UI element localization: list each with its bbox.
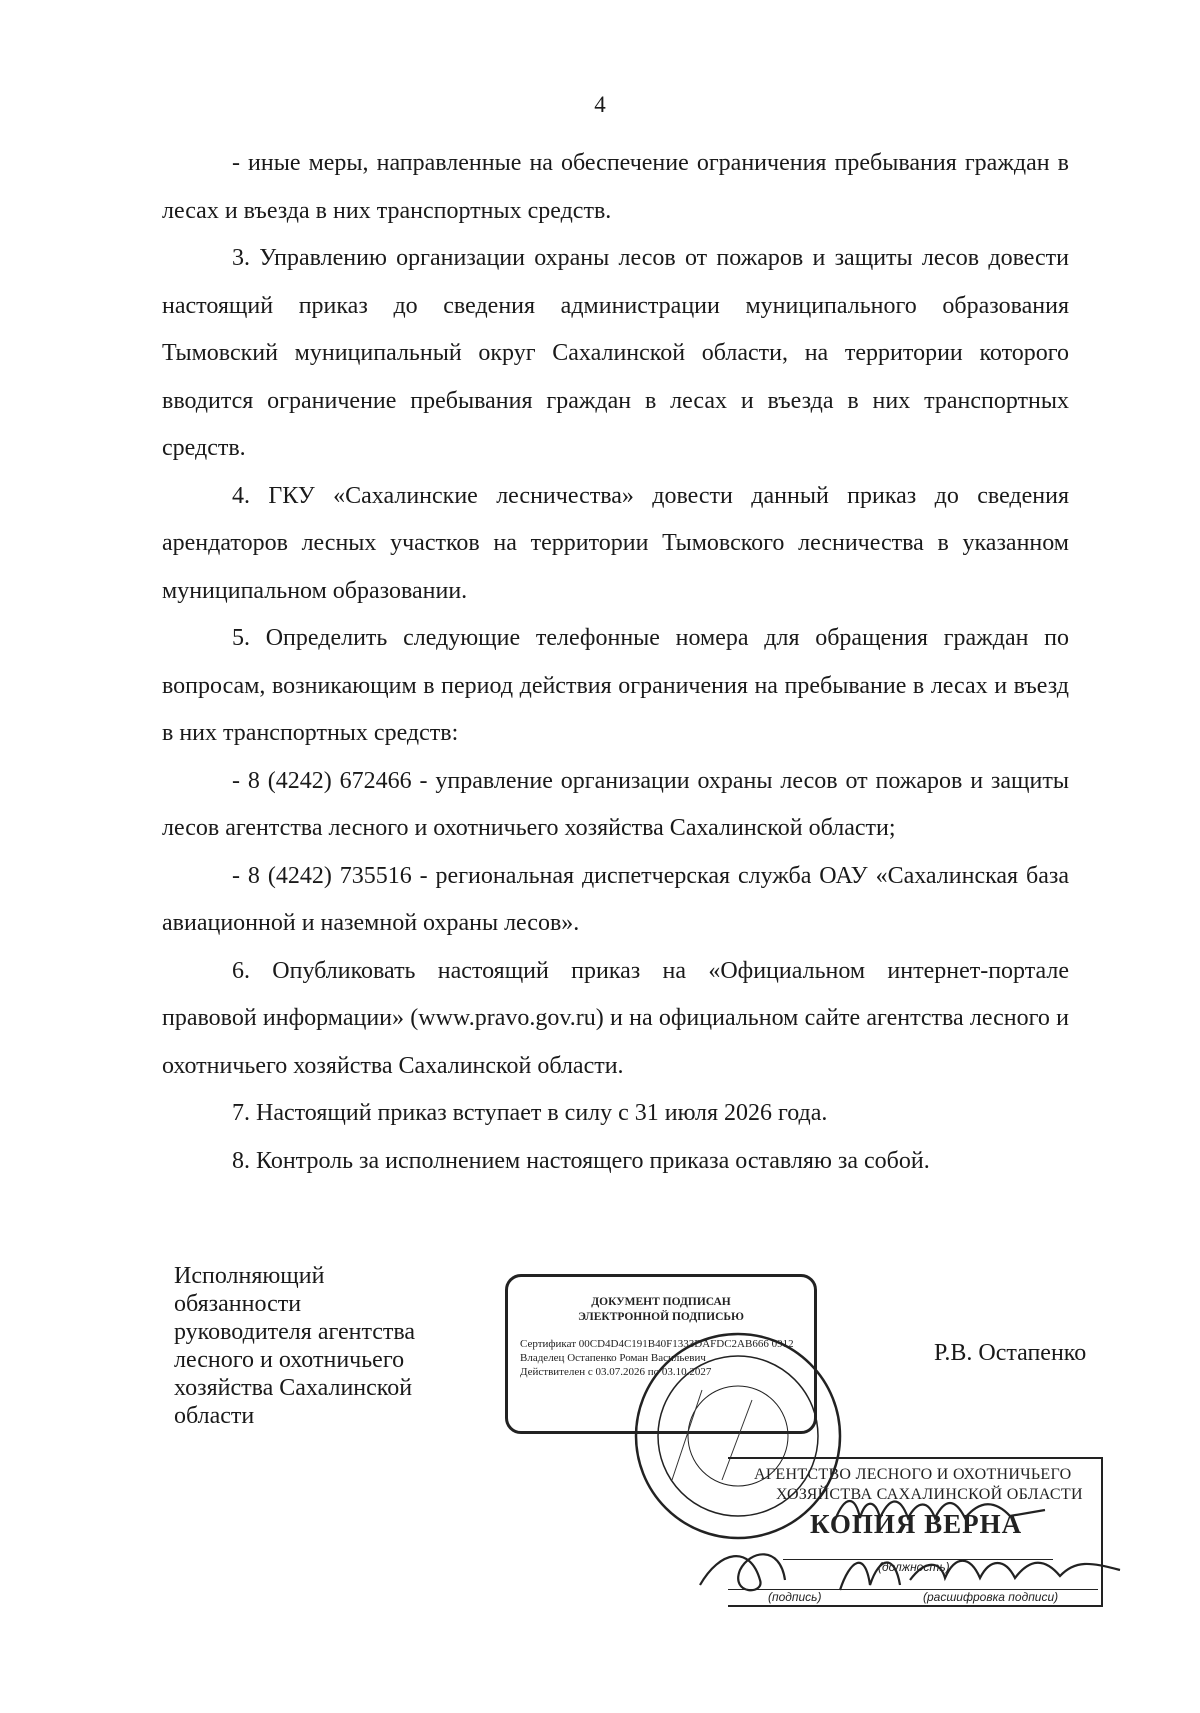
esign-valid: Действителен с 03.07.2026 по 03.10.2027: [520, 1366, 712, 1378]
paragraph-8: 8. Контроль за исполнением настоящего приказа оставляю за собой.: [232, 1147, 930, 1174]
position-caption: (должность): [878, 1560, 950, 1574]
document-body: [162, 140, 1069, 1185]
signer-title: [174, 1262, 474, 1430]
signer-name: Р.В. Остапенко: [934, 1340, 1087, 1366]
signer-title-line: хозяйства Сахалинской: [174, 1375, 413, 1401]
esign-header-line2: ЭЛЕКТРОННОЙ ПОДПИСЬЮ: [578, 1311, 744, 1323]
signer-title-line: лесного и охотничьего: [174, 1347, 405, 1373]
signer-title-line: Исполняющий: [174, 1263, 325, 1289]
signer-title-line: обязанности: [174, 1291, 302, 1317]
esign-owner: Владелец Остапенко Роман Васильевич: [520, 1352, 706, 1364]
signer-title-line: руководителя агентства: [174, 1319, 416, 1345]
paragraph-4: 4. ГКУ «Сахалинские лесничества» довести данный приказ до сведения арендаторов лесных участков на территории Тымовского лесничества в указанном муниципальном образовании.: [162, 482, 1069, 604]
paragraph-phone-1: - 8 (4242) 672466 - управление организации охраны лесов от пожаров и защиты лесов агентства лесного и охотничьего хозяйства Сахалинской области;: [162, 767, 1069, 841]
copy-stamp-org-line1: АГЕНТСТВО ЛЕСНОГО И ОХОТНИЧЬЕГО: [754, 1466, 1072, 1483]
copy-stamp-org-line2: ХОЗЯЙСТВА САХАЛИНСКОЙ ОБЛАСТИ: [776, 1486, 1083, 1503]
decoding-caption: (расшифровка подписи): [923, 1590, 1059, 1604]
signature-caption: (подпись): [768, 1590, 822, 1604]
paragraph-phone-2: - 8 (4242) 735516 - региональная диспетчерская служба ОАУ «Сахалинская база авиационной и наземной охраны лесов».: [162, 862, 1069, 936]
signer-title-line: области: [174, 1403, 255, 1429]
paragraph-3: 3. Управлению организации охраны лесов от пожаров и защиты лесов довести настоящий приказ до сведения администрации муниципального образования Тымовский муниципальный округ Сахалинской области, на территории которого вводится ограничение пребывания граждан в лесах и въезда в них транспортных средств.: [162, 245, 1069, 461]
esign-certificate: Сертификат 00CD4D4C191B40F1333DAFDC2AB666 0912: [520, 1338, 794, 1350]
handwritten-signature-icon: [690, 1540, 1150, 1600]
page-number: 4: [594, 92, 606, 117]
copy-verified-label: КОПИЯ ВЕРНА: [810, 1509, 1023, 1539]
paragraph-5: 5. Определить следующие телефонные номера для обращения граждан по вопросам, возникающим в период действия ограничения на пребывание в лесах и въезд в них транспортных средств:: [162, 625, 1069, 746]
paragraph-6: 6. Опубликовать настоящий приказ на «Официальном интернет-портале правовой информации» (www.pravo.gov.ru) и на официальном сайте агентства лесного и охотничьего хозяйства Сахалинской области.: [162, 957, 1069, 1079]
paragraph-7: 7. Настоящий приказ вступает в силу с 31 июля 2026 года.: [232, 1100, 828, 1126]
paragraph-other-measures: - иные меры, направленные на обеспечение ограничения пребывания граждан в лесах и въезда в них транспортных средств.: [162, 150, 1069, 224]
esign-header-line1: ДОКУМЕНТ ПОДПИСАН: [591, 1296, 731, 1308]
handwritten-position-icon: [830, 1490, 1050, 1530]
